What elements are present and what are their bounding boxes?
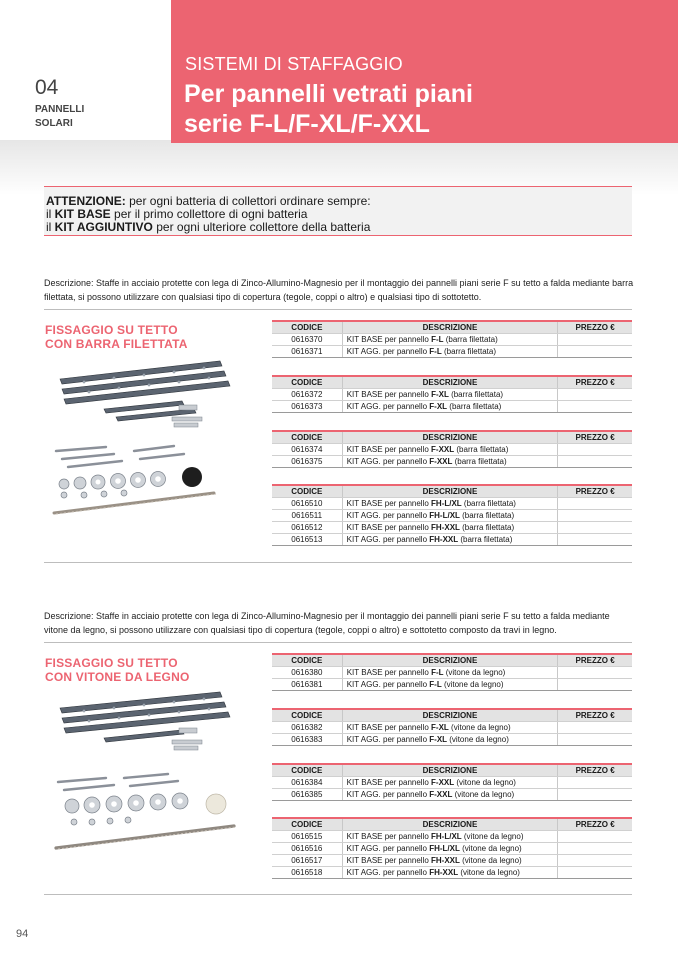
col-header-description: DESCRIZIONE (342, 431, 558, 444)
chapter-label-line1: PANNELLI (35, 104, 85, 115)
product-code: 0616381 (272, 679, 342, 691)
description-text: KIT BASE per pannello (346, 390, 432, 399)
col-header-description: DESCRIZIONE (342, 485, 558, 498)
col-header-code: CODICE (272, 764, 342, 777)
description-text: (vitone da legno) (454, 778, 516, 787)
description-text: KIT AGG. per pannello (346, 868, 430, 877)
price-cell (558, 843, 632, 855)
attention-line-3 (46, 220, 370, 234)
price-cell (558, 867, 632, 879)
description-text: KIT AGG. per pannello (346, 402, 430, 411)
product-code: 0616372 (272, 389, 342, 401)
col-header-code: CODICE (272, 321, 342, 334)
description-text: KIT BASE per pannello (346, 445, 432, 454)
description-text: (vitone da legno) (443, 668, 506, 677)
table-row (272, 389, 632, 401)
chapter-label (35, 103, 115, 131)
section-title-line1: FISSAGGIO SU TETTO (45, 656, 178, 670)
panel-model: F-XXL (431, 445, 455, 454)
attention-kit-base: KIT BASE (54, 207, 111, 221)
price-cell (558, 346, 632, 358)
description-text: KIT AGG. per pannello (346, 680, 430, 689)
product-description (342, 334, 558, 346)
price-table (272, 653, 632, 691)
table-row (272, 777, 632, 789)
table-row (272, 867, 632, 879)
col-header-description: DESCRIZIONE (342, 321, 558, 334)
description-text: KIT BASE per pannello (346, 668, 432, 677)
description-text: (vitone da legno) (447, 735, 509, 744)
product-code: 0616384 (272, 777, 342, 789)
page-title-line2: serie F-L/F-XL/F-XXL (184, 110, 430, 138)
description-text: KIT BASE per pannello (346, 523, 432, 532)
col-header-description: DESCRIZIONE (342, 709, 558, 722)
price-cell (558, 831, 632, 843)
col-header-code: CODICE (272, 431, 342, 444)
product-code: 0616516 (272, 843, 342, 855)
product-code: 0616371 (272, 346, 342, 358)
description-text: (barra filettata) (459, 523, 515, 532)
product-description (342, 522, 558, 534)
product-description (342, 679, 558, 691)
col-header-code: CODICE (272, 654, 342, 667)
price-cell (558, 456, 632, 468)
description-text: KIT AGG. per pannello (346, 790, 430, 799)
description-text: KIT AGG. per pannello (346, 535, 430, 544)
price-table (272, 763, 632, 801)
section-title-line2: CON VITONE DA LEGNO (45, 670, 190, 684)
header-band (171, 0, 678, 143)
table-row (272, 522, 632, 534)
attention-line-1 (46, 194, 371, 208)
price-table (272, 430, 632, 468)
panel-model: FH-XXL (431, 523, 460, 532)
attention-box (44, 186, 632, 236)
product-code: 0616370 (272, 334, 342, 346)
product-code: 0616383 (272, 734, 342, 746)
description-text: (vitone da legno) (459, 844, 522, 853)
product-description (342, 456, 558, 468)
table-row (272, 534, 632, 546)
product-description (342, 855, 558, 867)
col-header-price: PREZZO € (558, 764, 632, 777)
table-row (272, 401, 632, 413)
panel-model: F-XL (429, 402, 448, 411)
panel-model: FH-XXL (429, 868, 459, 877)
col-header-price: PREZZO € (558, 376, 632, 389)
product-description (342, 667, 558, 679)
product-description (342, 401, 558, 413)
description-text: KIT BASE per pannello (346, 778, 432, 787)
description-text: KIT BASE per pannello (346, 723, 432, 732)
panel-model: FH-XXL (431, 856, 460, 865)
col-header-description: DESCRIZIONE (342, 654, 558, 667)
col-header-price: PREZZO € (558, 654, 632, 667)
description-text: (barra filettata) (461, 499, 516, 508)
panel-model: F-XXL (431, 778, 455, 787)
section-2-divider-top (44, 642, 632, 643)
section-2-divider-bottom (44, 894, 632, 895)
price-cell (558, 734, 632, 746)
price-cell (558, 444, 632, 456)
table-row (272, 510, 632, 522)
product-code: 0616510 (272, 498, 342, 510)
description-text: (vitone da legno) (459, 856, 522, 865)
attention-lead: ATTENZIONE: (46, 194, 126, 208)
product-description (342, 510, 558, 522)
panel-model: F-XL (431, 723, 449, 732)
col-header-code: CODICE (272, 485, 342, 498)
hardware-photo (44, 764, 244, 864)
product-description (342, 498, 558, 510)
col-header-code: CODICE (272, 709, 342, 722)
description-text: KIT AGG. per pannello (346, 511, 430, 520)
price-table (272, 817, 632, 879)
section-2-description: Descrizione: Staffe in acciaio protette con lega di Zinco-Allumino-Magnesio per il montaggio dei pannelli piani serie F su tetto a falda mediante vitone da legno, si possono utilizzare con qualsiasi tipo di copertura (tegole, coppi o altro) e sottotetto composto da travi in legno. (44, 611, 610, 635)
panel-model: F-L (429, 680, 442, 689)
price-cell (558, 855, 632, 867)
description-text: (barra filettata) (458, 535, 513, 544)
brackets-photo (44, 688, 244, 758)
product-code: 0616380 (272, 667, 342, 679)
product-code: 0616515 (272, 831, 342, 843)
section-title-line1: FISSAGGIO SU TETTO (45, 323, 178, 337)
description-text: (vitone da legno) (461, 832, 524, 841)
attention-text: il (46, 207, 55, 221)
hardware-photo (44, 437, 244, 522)
price-table (272, 320, 632, 358)
col-header-code: CODICE (272, 818, 342, 831)
attention-line-2 (46, 207, 307, 221)
price-cell (558, 722, 632, 734)
product-description (342, 843, 558, 855)
table-row (272, 722, 632, 734)
description-text: KIT BASE per pannello (346, 832, 431, 841)
description-text: (barra filettata) (447, 402, 502, 411)
section-1-divider-top (44, 309, 632, 310)
price-cell (558, 534, 632, 546)
attention-text: per ogni ulteriore collettore della batteria (152, 220, 371, 234)
section-1-description: Descrizione: Staffe in acciaio protette con lega di Zinco-Allumino-Magnesio per il montaggio dei pannelli piani serie F su tetto a falda mediante barra filettata, si possono utilizzare con qualsiasi tipo di copertura (tegole, coppi o altro) e qualsiasi tipo di sottotetto. (44, 278, 634, 302)
description-text: KIT AGG. per pannello (346, 347, 430, 356)
panel-model: F-XXL (429, 457, 453, 466)
price-cell (558, 510, 632, 522)
description-text: (vitone da legno) (441, 680, 504, 689)
chapter-number: 04 (35, 76, 59, 99)
price-cell (558, 334, 632, 346)
attention-text: il (46, 220, 55, 234)
price-cell (558, 679, 632, 691)
panel-model: FH-L/XL (429, 511, 460, 520)
product-description (342, 831, 558, 843)
price-cell (558, 498, 632, 510)
col-header-price: PREZZO € (558, 431, 632, 444)
price-cell (558, 667, 632, 679)
price-cell (558, 522, 632, 534)
table-row (272, 855, 632, 867)
panel-model: F-XXL (429, 790, 453, 799)
product-description (342, 722, 558, 734)
table-row (272, 444, 632, 456)
section-title-line2: CON BARRA FILETTATA (45, 337, 188, 351)
attention-kit-aggiuntivo: KIT AGGIUNTIVO (54, 220, 153, 234)
table-row (272, 679, 632, 691)
product-description (342, 777, 558, 789)
price-table (272, 484, 632, 546)
attention-text: per il primo collettore di ogni batteria (110, 207, 308, 221)
description-text: (barra filettata) (443, 335, 498, 344)
product-code: 0616511 (272, 510, 342, 522)
table-row (272, 831, 632, 843)
col-header-price: PREZZO € (558, 709, 632, 722)
description-text: KIT AGG. per pannello (346, 457, 430, 466)
product-description (342, 444, 558, 456)
col-header-price: PREZZO € (558, 485, 632, 498)
col-header-price: PREZZO € (558, 818, 632, 831)
table-row (272, 498, 632, 510)
product-description (342, 789, 558, 801)
panel-model: FH-L/XL (431, 499, 462, 508)
product-code: 0616517 (272, 855, 342, 867)
chapter-label-line2: SOLARI (35, 118, 73, 129)
table-row (272, 346, 632, 358)
col-header-price: PREZZO € (558, 321, 632, 334)
product-code: 0616374 (272, 444, 342, 456)
description-text: (barra filettata) (452, 457, 507, 466)
description-text: KIT BASE per pannello (346, 335, 432, 344)
price-cell (558, 789, 632, 801)
product-code: 0616375 (272, 456, 342, 468)
description-text: (barra filettata) (448, 390, 504, 399)
attention-text: per ogni batteria di collettori ordinare sempre: (125, 194, 371, 208)
brackets-photo (44, 357, 244, 432)
product-code: 0616513 (272, 534, 342, 546)
description-text: KIT AGG. per pannello (346, 735, 430, 744)
description-text: (vitone da legno) (448, 723, 511, 732)
col-header-code: CODICE (272, 376, 342, 389)
panel-model: FH-XXL (429, 535, 459, 544)
col-header-description: DESCRIZIONE (342, 376, 558, 389)
description-text: (barra filettata) (441, 347, 496, 356)
col-header-description: DESCRIZIONE (342, 764, 558, 777)
table-row (272, 456, 632, 468)
price-cell (558, 777, 632, 789)
panel-model: F-L (429, 347, 442, 356)
page-number: 94 (16, 928, 29, 940)
page-title (184, 79, 664, 139)
section-1-divider-bottom (44, 562, 632, 563)
panel-model: FH-L/XL (429, 844, 460, 853)
header-kicker: SISTEMI DI STAFFAGGIO (185, 54, 403, 74)
price-cell (558, 389, 632, 401)
page-title-line1: Per pannelli vetrati piani (184, 80, 473, 108)
section-1-title (45, 323, 235, 351)
product-description (342, 734, 558, 746)
description-text: (vitone da legno) (458, 868, 520, 877)
table-row (272, 667, 632, 679)
section-2-title (45, 656, 235, 684)
table-row (272, 734, 632, 746)
panel-model: FH-L/XL (431, 832, 462, 841)
product-code: 0616518 (272, 867, 342, 879)
description-text: KIT AGG. per pannello (346, 844, 430, 853)
product-code: 0616382 (272, 722, 342, 734)
price-cell (558, 401, 632, 413)
table-row (272, 843, 632, 855)
description-text: KIT BASE per pannello (346, 499, 432, 508)
product-code: 0616385 (272, 789, 342, 801)
product-description (342, 867, 558, 879)
product-description (342, 534, 558, 546)
description-text: (vitone da legno) (452, 790, 515, 799)
table-row (272, 334, 632, 346)
panel-model: F-XL (431, 390, 449, 399)
panel-model: F-L (431, 335, 444, 344)
panel-model: F-XL (429, 735, 448, 744)
table-row (272, 789, 632, 801)
description-text: (barra filettata) (454, 445, 509, 454)
col-header-description: DESCRIZIONE (342, 818, 558, 831)
product-code: 0616373 (272, 401, 342, 413)
product-description (342, 389, 558, 401)
panel-model: F-L (431, 668, 444, 677)
product-code: 0616512 (272, 522, 342, 534)
description-text: KIT BASE per pannello (346, 856, 431, 865)
price-table (272, 708, 632, 746)
product-description (342, 346, 558, 358)
price-table (272, 375, 632, 413)
description-text: (barra filettata) (459, 511, 515, 520)
